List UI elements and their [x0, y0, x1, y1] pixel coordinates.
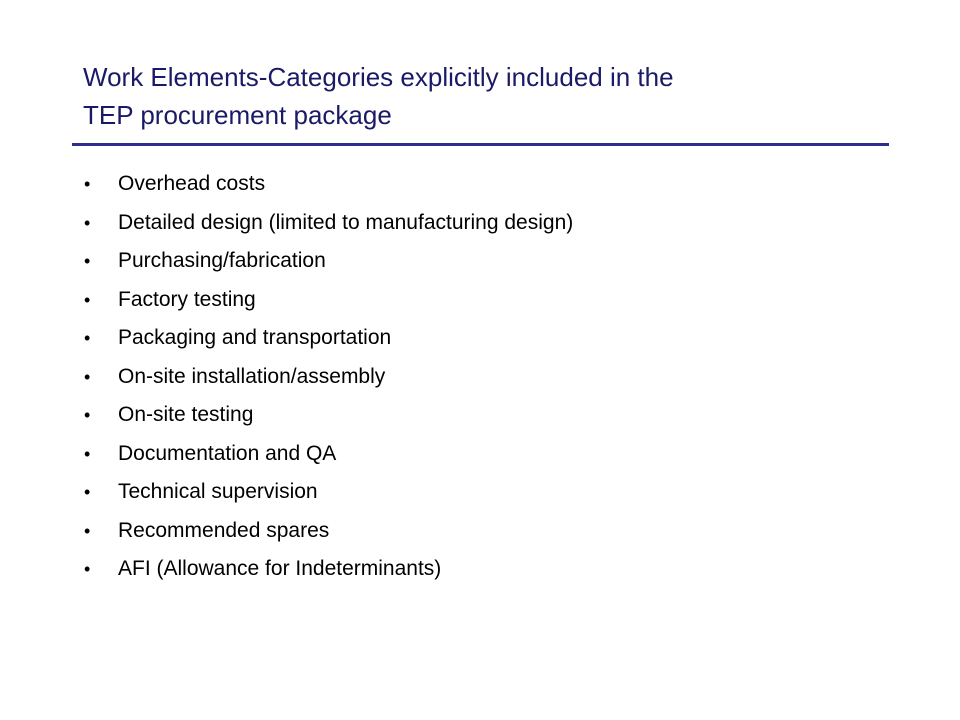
- bullet-icon: •: [84, 405, 91, 425]
- bullet-text: Technical supervision: [118, 480, 318, 503]
- slide-title-line-2: TEP procurement package: [83, 100, 392, 130]
- bullet-icon: •: [84, 482, 91, 502]
- bullet-text: Factory testing: [118, 287, 256, 311]
- bullet-icon: •: [84, 443, 91, 464]
- bullet-item-onsite-testing: [84, 396, 573, 435]
- bullet-text: Packaging and transportation: [118, 326, 392, 349]
- bullet-item-overhead-costs: [84, 165, 573, 204]
- bullet-icon: •: [84, 366, 91, 387]
- title-divider: [72, 143, 889, 146]
- bullet-icon: •: [84, 559, 91, 579]
- bullet-text: Documentation and QA: [118, 441, 337, 465]
- slide-title: [83, 58, 883, 134]
- bullet-icon: •: [84, 520, 91, 541]
- bullet-icon: •: [84, 251, 91, 271]
- bullet-icon: •: [84, 212, 91, 233]
- bullet-icon: •: [84, 174, 91, 194]
- bullet-item-packaging-transportation: [84, 319, 573, 358]
- bullet-text: Detailed design (limited to manufacturing design): [118, 210, 574, 234]
- bullet-item-technical-supervision: [84, 473, 573, 512]
- bullet-item-purchasing-fabrication: [84, 242, 573, 281]
- bullet-item-factory-testing: [84, 281, 573, 320]
- bullet-icon: •: [84, 328, 91, 348]
- bullet-item-documentation-qa: [84, 435, 573, 474]
- bullet-item-afi: [84, 550, 573, 589]
- bullet-text: Recommended spares: [118, 518, 330, 542]
- bullet-text: Purchasing/fabrication: [118, 249, 326, 272]
- bullet-list: [84, 165, 573, 589]
- bullet-icon: •: [84, 289, 91, 310]
- bullet-text: On-site testing: [118, 403, 254, 426]
- bullet-text: Overhead costs: [118, 172, 266, 195]
- slide-title-line-1: Work Elements-Categories explicitly included in the: [83, 62, 674, 92]
- bullet-item-detailed-design: [84, 204, 573, 243]
- bullet-item-recommended-spares: [84, 512, 573, 551]
- bullet-text: AFI (Allowance for Indeterminants): [118, 557, 442, 580]
- bullet-item-onsite-installation: [84, 358, 573, 397]
- bullet-text: On-site installation/assembly: [118, 364, 386, 388]
